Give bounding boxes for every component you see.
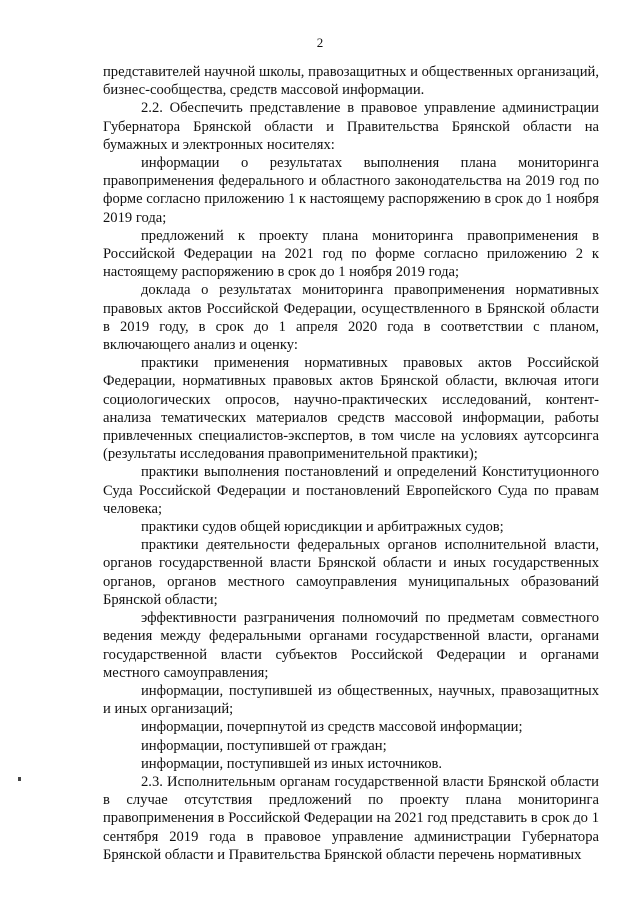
paragraph-2-2: 2.2. Обеспечить представление в правовое управление администрации Губернатора Брянской области и Правительства Брянской области на бумажных и электронных носителях:: [103, 100, 599, 153]
paragraph-report: доклада о результатах мониторинга правоприменения нормативных правовых актов Российской Федерации, осуществленного в Брянской области в 2019 году, в срок до 1 апреля 2020 года в соответствии с планом, включающего анализ и оценку:: [103, 282, 599, 354]
scan-mark: [18, 777, 21, 781]
paragraph-powers-efficiency: эффективности разграничения полномочий по предметам совместного ведения между федеральными органами государственной власти, органами государственной власти субъектов Российской Федерации и органами местного самоуправления;: [103, 610, 599, 681]
paragraph-info-other: информации, поступившей из иных источников.: [141, 755, 443, 772]
paragraph-practice-application: практики применения нормативных правовых актов Российской Федерации, нормативных правовых актов Брянской области, включая итоги социологических опросов, научно-практических исследований, контент-анализа тематических материалов средств массовой информации, работы привлеченных специалистов-экспертов, в том числе на условиях аутсорсинга (результаты исследования правоприменительной практики);: [103, 355, 599, 463]
paragraph-intro-continuation: представителей научной школы, правозащитных и общественных организаций, бизнес-сообщества, средств массовой информации.: [103, 64, 599, 99]
paragraph-practice-courts: практики судов общей юрисдикции и арбитражных судов;: [141, 519, 504, 536]
paragraph-info-organizations: информации, поступившей из общественных, научных, правозащитных и иных организаций;: [103, 682, 599, 718]
paragraph-info-media: информации, почерпнутой из средств массовой информации;: [141, 719, 523, 736]
paragraph-plan-proposals: предложений к проекту плана мониторинга правоприменения в Российской Федерации на 2021 год по форме согласно приложению 2 к настоящему распоряжению в срок до 1 ноября 2019 года;: [103, 227, 599, 281]
paragraph-info-citizens: информации, поступившей от граждан;: [141, 737, 387, 754]
body-text: [103, 63, 599, 864]
paragraph-practice-authorities: практики деятельности федеральных органов исполнительной власти, органов государственной власти Брянской области и иных государственных органов, органов местного самоуправления муниципальных образований Брянской области;: [103, 537, 599, 608]
page-number: 2: [316, 35, 324, 50]
paragraph-practice-court-rulings: практики выполнения постановлений и определений Конституционного Суда Российской Федерации и постановлений Европейского Суда по правам человека;: [103, 464, 599, 517]
paragraph-2-3: 2.3. Исполнительным органам государственной власти Брянской области в случае отсутствия предложений по проекту плана мониторинга правоприменения в Российской Федерации на 2021 год представить в срок до 1 сентября 2019 года в правовое управление администрации Губернатора Брянской области и Правительства Брянской области перечень нормативных: [103, 773, 599, 863]
paragraph-plan-results: информации о результатах выполнения плана мониторинга правоприменения федерального и областного законодательства на 2019 год по форме согласно приложению 1 к настоящему распоряжению в срок до 1 ноября 2019 года;: [103, 155, 599, 226]
